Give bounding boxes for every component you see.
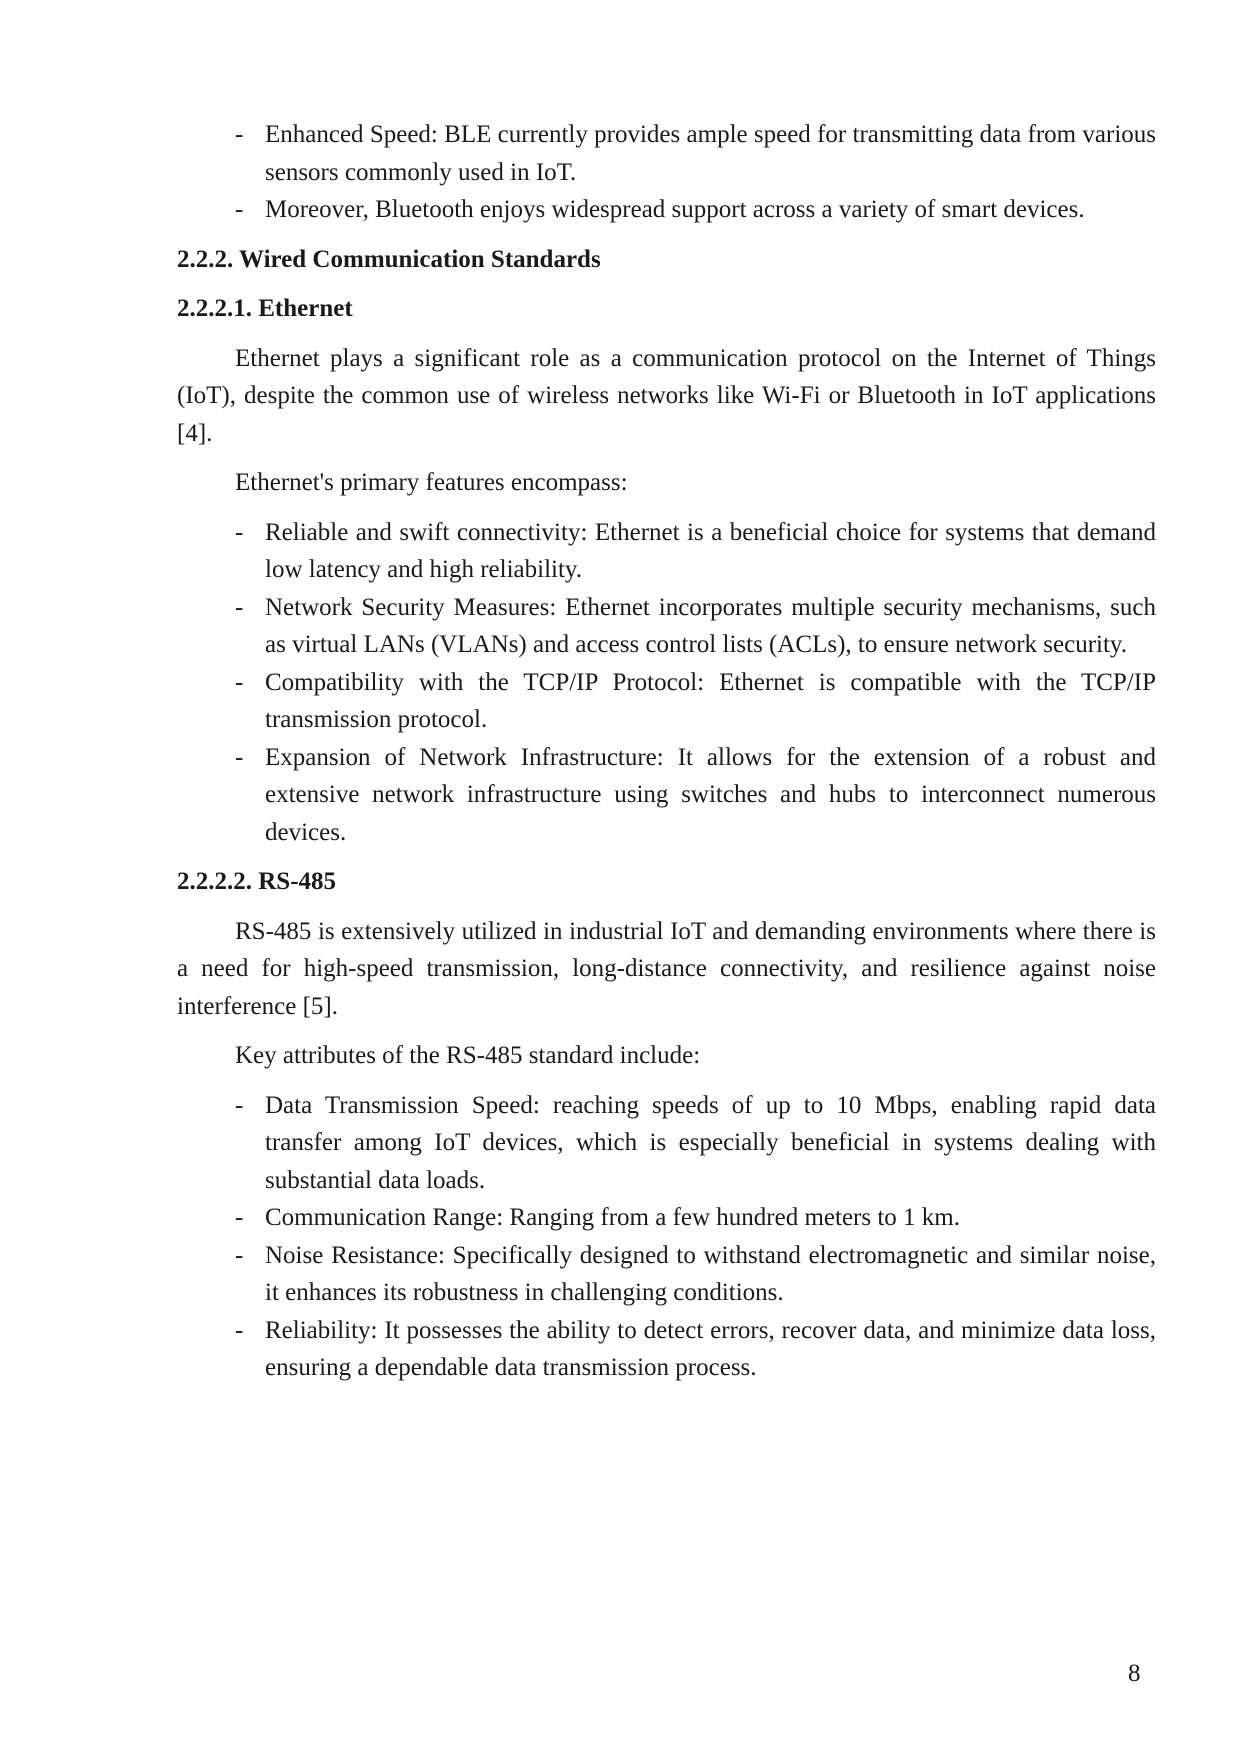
list-item [177, 1237, 1156, 1312]
bullet-text: Reliability: It possesses the ability to detect errors, recover data, and minimize data loss, ensuring a dependable data transmission process. [265, 1316, 1156, 1381]
bullet-dash: - [235, 1091, 244, 1119]
bullet-dash: - [235, 593, 244, 621]
bullet-text: Reliable and swift connectivity: Ethernet is a beneficial choice for systems that demand low latency and high reliability. [265, 518, 1156, 583]
top-bullet-list [177, 116, 1156, 229]
list-item [177, 1312, 1156, 1387]
bullet-dash: - [235, 121, 244, 148]
bullet-text: Communication Range: Ranging from a few hundred meters to 1 km. [265, 1204, 960, 1231]
bullet-text: Compatibility with the TCP/IP Protocol: Ethernet is compatible with the TCP/IP transmission protocol. [265, 668, 1156, 733]
ethernet-features-intro: Ethernet's primary features encompass: [235, 469, 628, 496]
section-heading: 2.2.2. Wired Communication Standards [177, 245, 601, 273]
bullet-text: Data Transmission Speed: reaching speeds of up to 10 Mbps, enabling rapid data transfer among IoT devices, which is especially beneficial in systems dealing with substantial data loads. [265, 1091, 1156, 1194]
bullet-text: Enhanced Speed: BLE currently provides ample speed for transmitting data from various sensors commonly used in IoT. [265, 121, 1156, 186]
list-item [177, 589, 1156, 664]
rs485-features-intro: Key attributes of the RS-485 standard include: [235, 1042, 701, 1069]
bullet-dash: - [235, 1316, 244, 1344]
document-page [177, 116, 1156, 1387]
page-number: 8 [1128, 1660, 1141, 1687]
bullet-text: Expansion of Network Infrastructure: It allows for the extension of a robust and extensive network infrastructure using switches and hubs to interconnect numerous devices. [265, 743, 1156, 846]
ethernet-intro: Ethernet plays a significant role as a communication protocol on the Internet of Things (IoT), despite the common use of wireless networks like Wi-Fi or Bluetooth in IoT applications [4]. [177, 344, 1156, 447]
bullet-dash: - [235, 196, 244, 223]
bullet-dash: - [235, 1204, 244, 1231]
list-item [177, 1087, 1156, 1200]
ethernet-heading: 2.2.2.1. Ethernet [177, 295, 353, 322]
list-item [177, 664, 1156, 739]
list-item [177, 116, 1156, 191]
bullet-text: Network Security Measures: Ethernet incorporates multiple security mechanisms, such as virtual LANs (VLANs) and access control lists (ACLs), to ensure network security. [265, 593, 1156, 658]
list-item [177, 739, 1156, 852]
bullet-dash: - [235, 743, 244, 771]
bullet-dash: - [235, 1241, 244, 1269]
bullet-dash: - [235, 518, 244, 546]
rs485-intro: RS-485 is extensively utilized in industrial IoT and demanding environments where there is a need for high-speed transmission, long-distance connectivity, and resilience against noise interference [5]. [177, 917, 1156, 1020]
list-item [177, 514, 1156, 589]
ethernet-bullet-list [177, 514, 1156, 852]
rs485-heading: 2.2.2.2. RS-485 [177, 868, 337, 895]
bullet-text: Noise Resistance: Specifically designed to withstand electromagnetic and similar noise, it enhances its robustness in challenging conditions. [265, 1241, 1156, 1306]
list-item [177, 1199, 1156, 1237]
list-item [177, 191, 1156, 229]
bullet-dash: - [235, 668, 244, 696]
rs485-bullet-list [177, 1087, 1156, 1387]
bullet-text: Moreover, Bluetooth enjoys widespread support across a variety of smart devices. [265, 196, 1085, 223]
